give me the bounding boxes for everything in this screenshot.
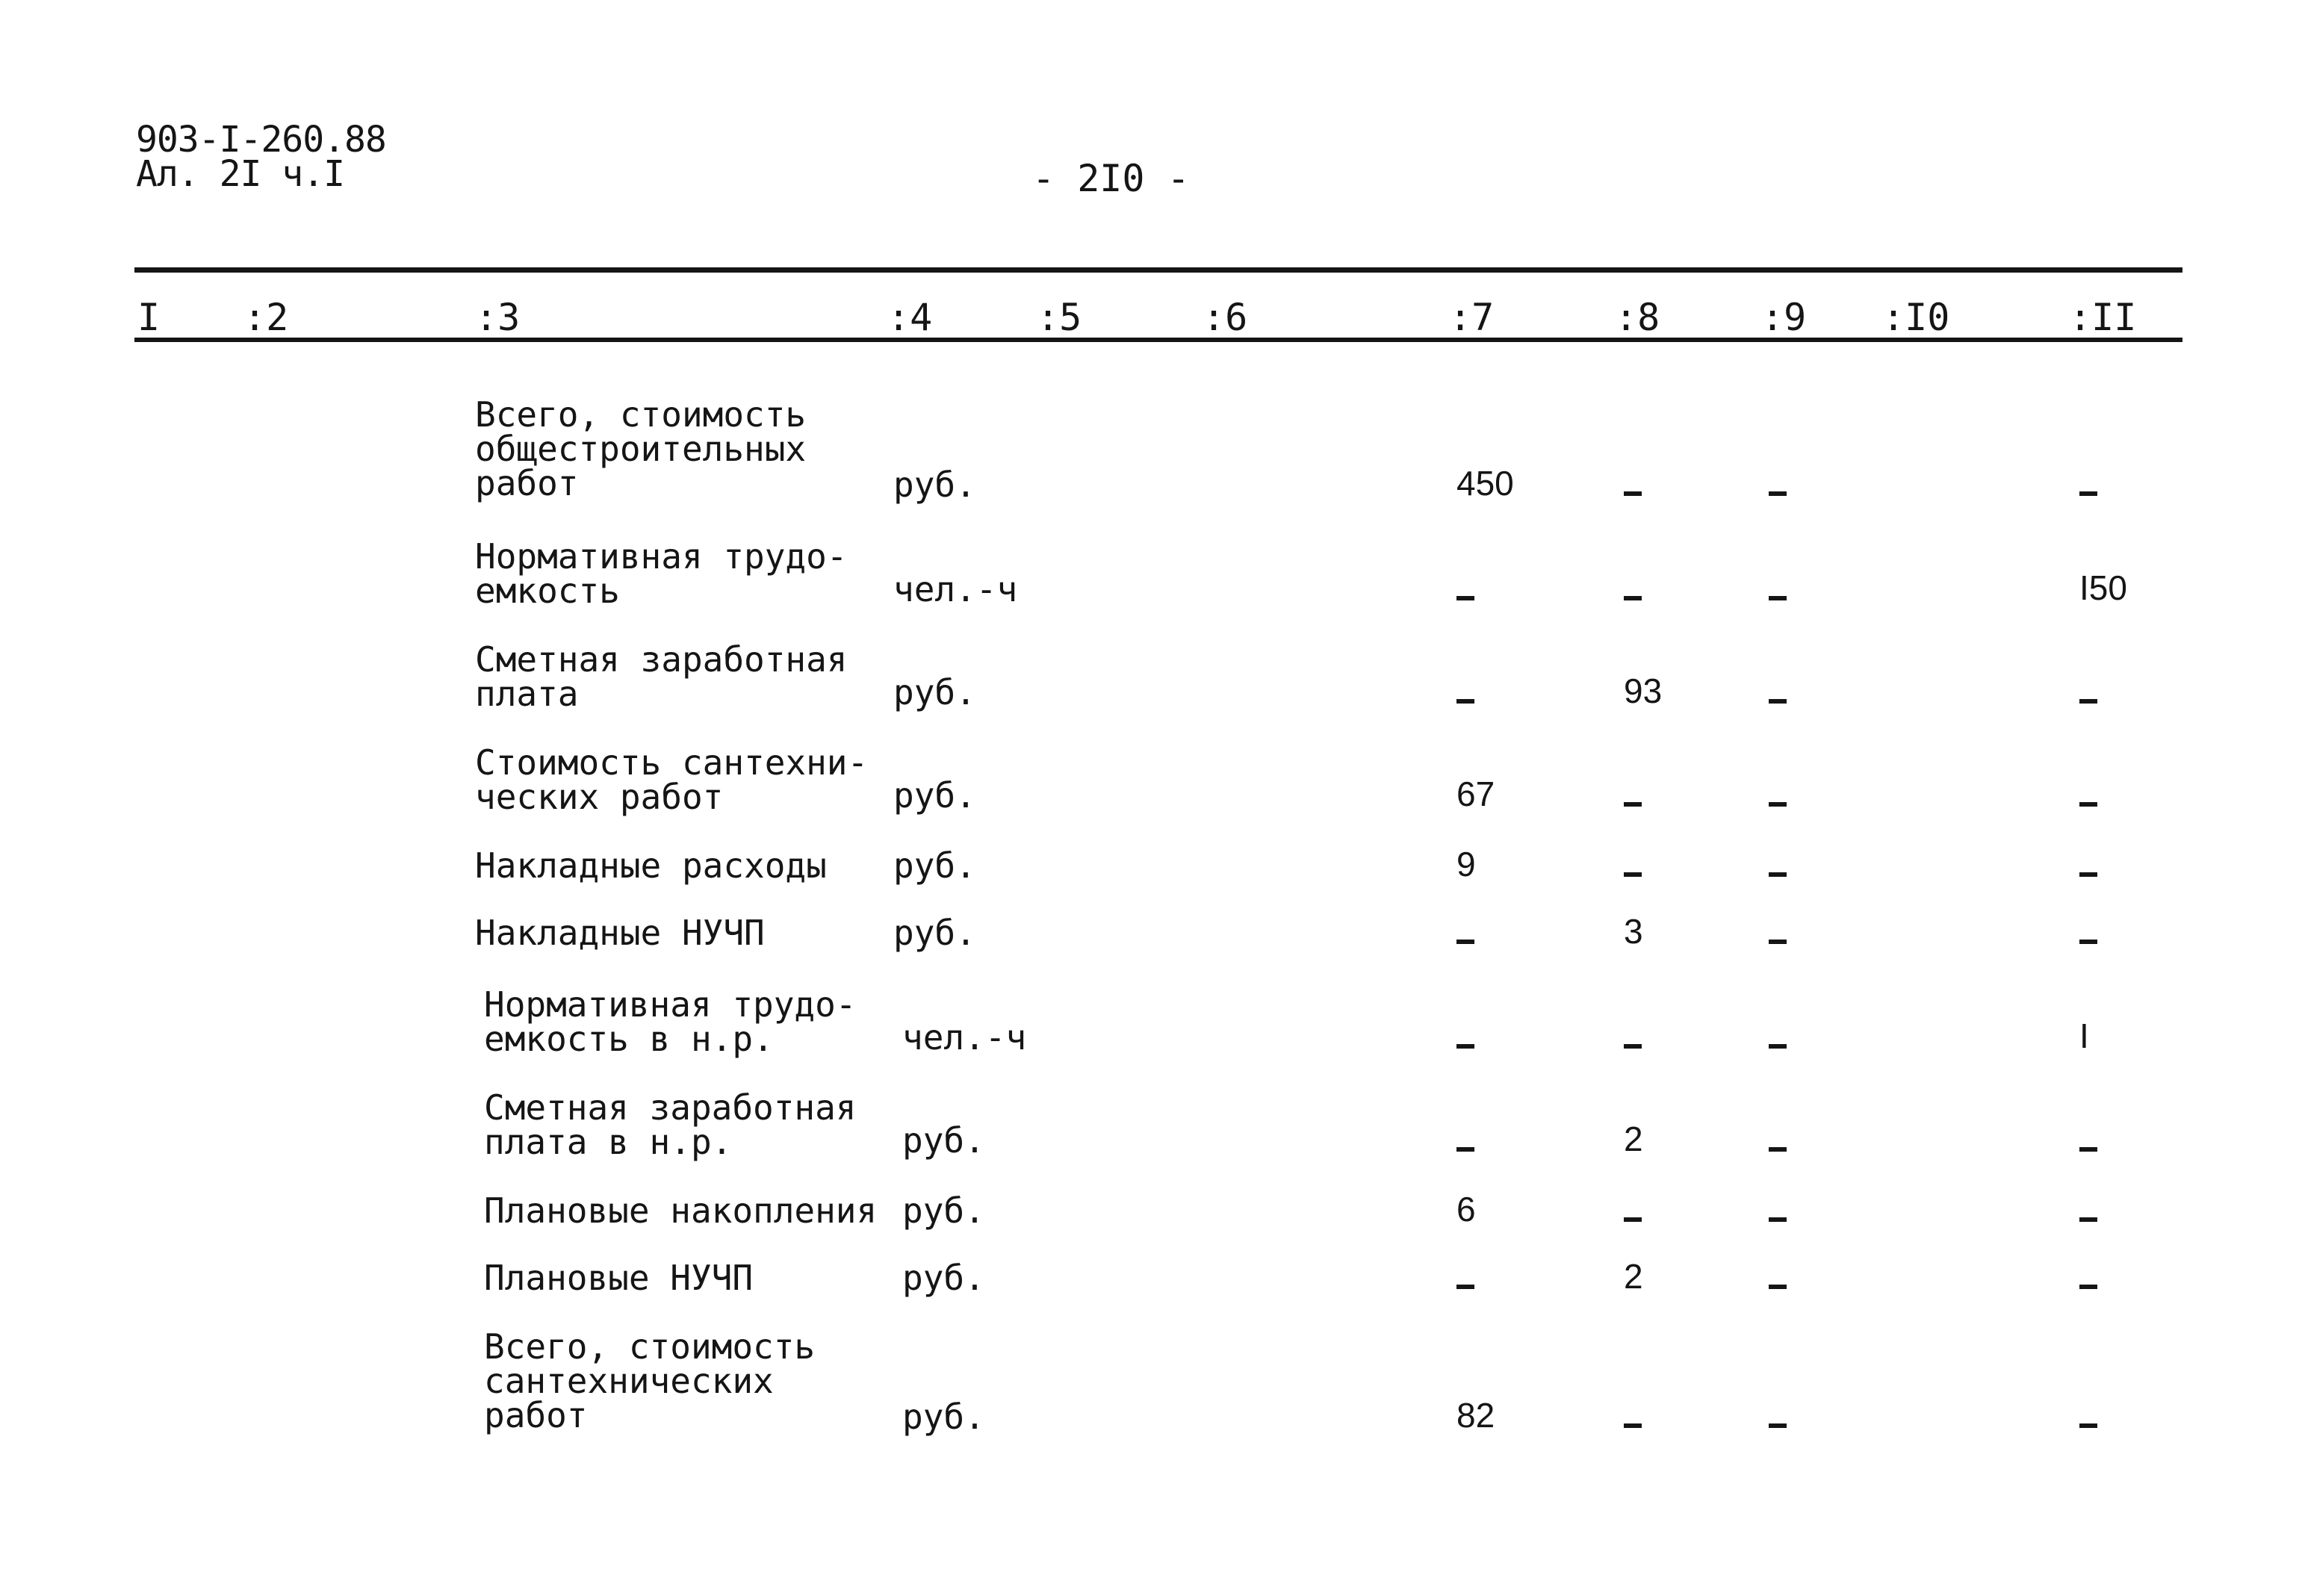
- empty-value-dash: [2079, 1423, 2097, 1428]
- column-header: :I0: [1882, 296, 1950, 339]
- row-label: Сметная заработная плата: [475, 639, 848, 714]
- value-cell: I50: [2079, 568, 2127, 607]
- row-label: Накладные расходы: [475, 845, 827, 886]
- empty-value-dash: [1624, 491, 1642, 496]
- value-cell: 3: [1624, 912, 1643, 951]
- empty-value-dash: [2079, 1217, 2097, 1222]
- value-cell: 6: [1456, 1190, 1476, 1229]
- empty-value-dash: [1624, 872, 1642, 877]
- value-cell: I: [2079, 1016, 2089, 1055]
- row-label: Всего, стоимость сантехнических работ: [484, 1326, 816, 1435]
- row-unit: руб.: [893, 845, 976, 886]
- value-cell: 9: [1456, 845, 1476, 884]
- value-cell: 82: [1456, 1396, 1495, 1435]
- empty-value-dash: [1769, 1147, 1787, 1152]
- row-unit: руб.: [902, 1120, 985, 1161]
- empty-value-dash: [1456, 699, 1474, 704]
- empty-value-dash: [1456, 1285, 1474, 1289]
- column-header: :7: [1449, 296, 1495, 339]
- row-label: Нормативная трудо- емкость: [475, 536, 848, 611]
- column-header: :2: [243, 296, 289, 339]
- doc-sheet-label: Ал. 2I ч.I: [136, 153, 344, 195]
- empty-value-dash: [1769, 1423, 1787, 1428]
- empty-value-dash: [1624, 1423, 1642, 1428]
- empty-value-dash: [2079, 1285, 2097, 1289]
- empty-value-dash: [1624, 596, 1642, 600]
- column-header: :6: [1203, 296, 1248, 339]
- column-header: :3: [475, 296, 521, 339]
- empty-value-dash: [1769, 1217, 1787, 1222]
- empty-value-dash: [1624, 1217, 1642, 1222]
- empty-value-dash: [1769, 491, 1787, 496]
- row-unit: руб.: [893, 775, 976, 816]
- column-header: :5: [1037, 296, 1082, 339]
- column-header: :8: [1615, 296, 1660, 339]
- column-header: :II: [2069, 296, 2137, 339]
- row-unit: руб.: [902, 1190, 985, 1231]
- value-cell: 2: [1624, 1257, 1643, 1296]
- empty-value-dash: [2079, 872, 2097, 877]
- value-cell: 93: [1624, 671, 1663, 710]
- row-label: Накладные НУЧП: [475, 913, 765, 953]
- row-label: Плановые накопления: [484, 1190, 878, 1231]
- table-header-rule: [134, 338, 2182, 342]
- empty-value-dash: [1769, 802, 1787, 807]
- row-unit: руб.: [893, 913, 976, 953]
- row-label: Нормативная трудо- емкость в н.р.: [484, 984, 857, 1059]
- row-label: Сметная заработная плата в н.р.: [484, 1087, 857, 1162]
- column-header: I: [137, 296, 161, 339]
- empty-value-dash: [2079, 491, 2097, 496]
- doc-code-number: 903-I-260.88: [136, 119, 386, 161]
- empty-value-dash: [1769, 940, 1787, 944]
- value-cell: 450: [1456, 464, 1514, 503]
- document-code: [136, 119, 386, 195]
- value-cell: 2: [1624, 1120, 1643, 1158]
- row-unit: чел.-ч: [902, 1017, 1027, 1058]
- value-cell: 67: [1456, 774, 1495, 813]
- empty-value-dash: [1769, 596, 1787, 600]
- row-label: Плановые НУЧП: [484, 1258, 754, 1298]
- empty-value-dash: [1456, 1147, 1474, 1152]
- empty-value-dash: [2079, 699, 2097, 704]
- empty-value-dash: [1456, 596, 1474, 600]
- empty-value-dash: [2079, 1147, 2097, 1152]
- row-label: Всего, стоимость общестроительных работ: [475, 394, 807, 503]
- row-unit: руб.: [893, 465, 976, 505]
- empty-value-dash: [1769, 699, 1787, 704]
- row-unit: руб.: [902, 1397, 985, 1437]
- empty-value-dash: [1456, 1044, 1474, 1049]
- empty-value-dash: [2079, 940, 2097, 944]
- table-top-rule: [134, 267, 2182, 273]
- empty-value-dash: [1769, 872, 1787, 877]
- row-unit: руб.: [902, 1258, 985, 1298]
- empty-value-dash: [1456, 940, 1474, 944]
- empty-value-dash: [1769, 1285, 1787, 1289]
- empty-value-dash: [1624, 1044, 1642, 1049]
- empty-value-dash: [2079, 802, 2097, 807]
- empty-value-dash: [1769, 1044, 1787, 1049]
- row-unit: руб.: [893, 672, 976, 712]
- column-header: :9: [1761, 296, 1807, 339]
- page-number: - 2I0 -: [1032, 157, 1190, 200]
- column-header: :4: [887, 296, 933, 339]
- empty-value-dash: [1624, 802, 1642, 807]
- row-label: Стоимость сантехни- ческих работ: [475, 742, 869, 817]
- row-unit: чел.-ч: [893, 569, 1018, 609]
